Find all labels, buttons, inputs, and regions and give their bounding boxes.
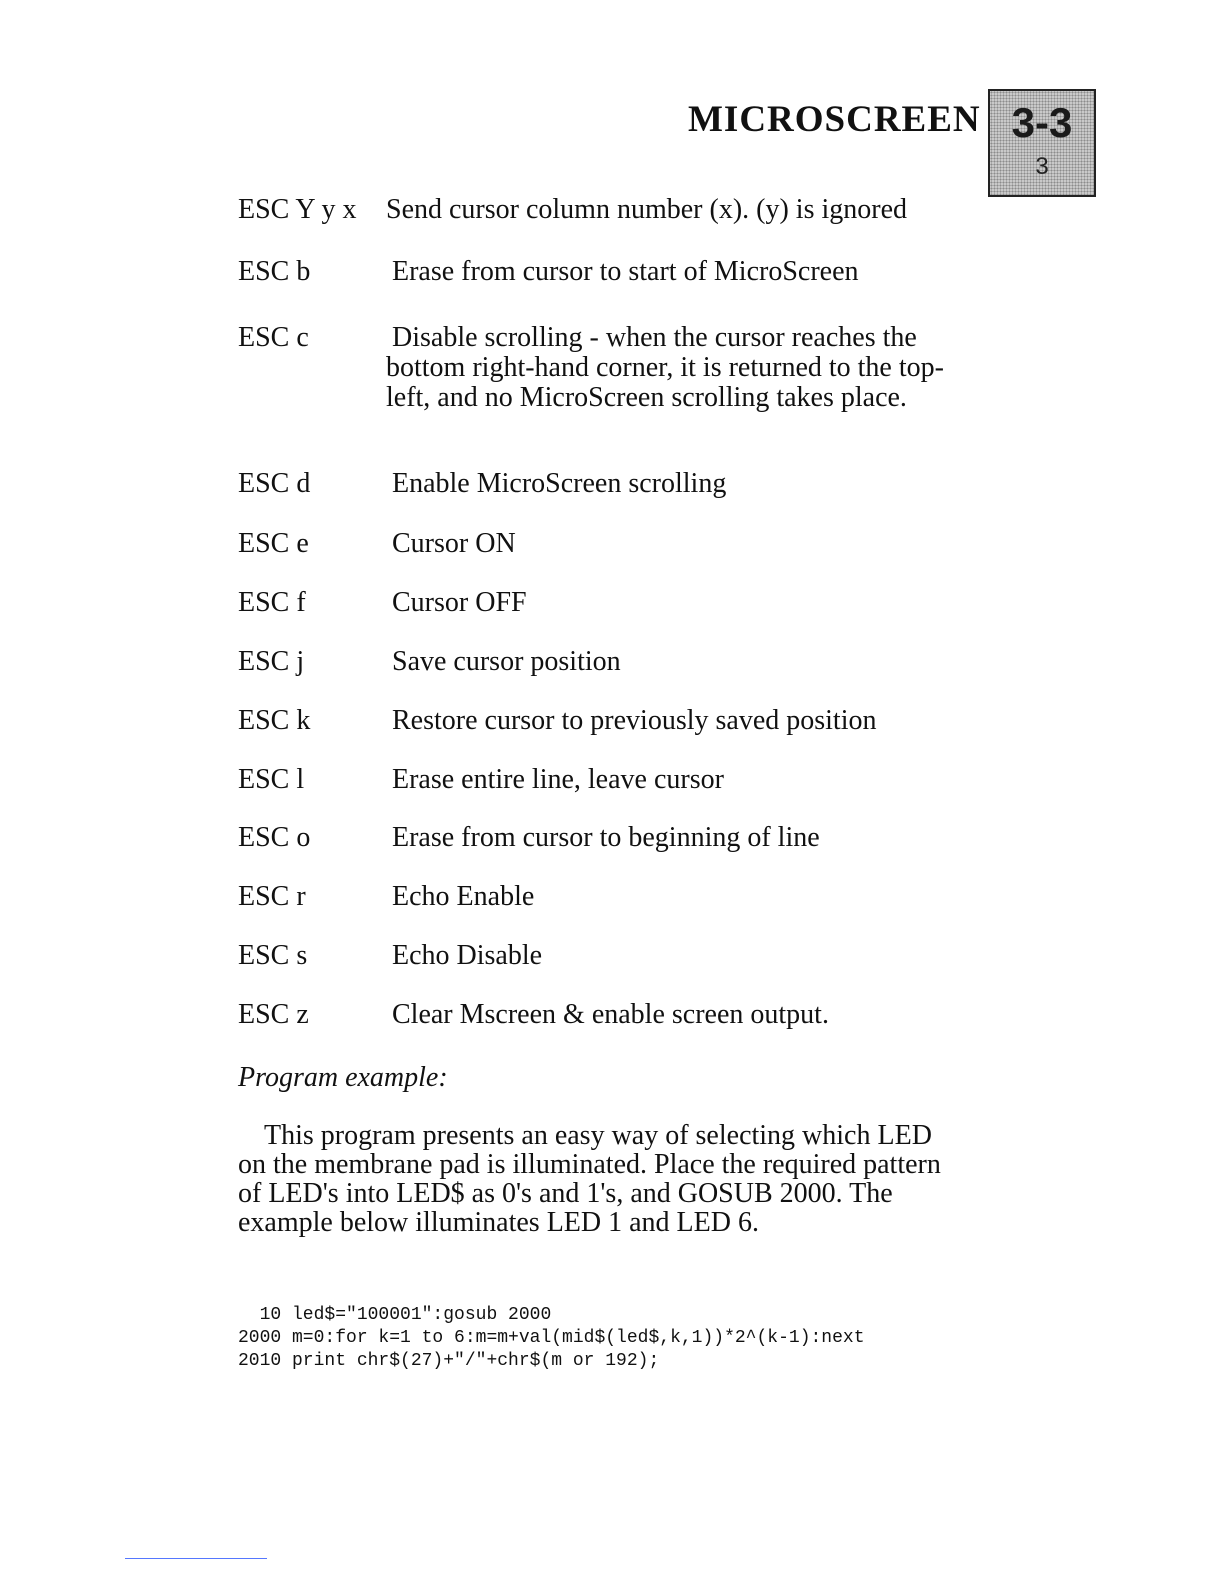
section-tab [988, 89, 1096, 197]
command-desc: Save cursor position [392, 646, 621, 677]
command-desc: Clear Mscreen & enable screen output. [392, 999, 829, 1030]
command-desc: Echo Disable [392, 940, 543, 971]
code-line: 2000 m=0:for k=1 to 6:m=m+val(mid$(led$,k,1))*2^(k-1):next [238, 1328, 865, 1348]
command-key: ESC b [238, 256, 311, 287]
command-key: ESC o [238, 822, 311, 853]
command-key: ESC k [238, 705, 311, 736]
command-key: ESC j [238, 646, 305, 677]
section-tab-number: 3-3 [1011, 99, 1073, 146]
code-line: 2010 print chr$(27)+"/"+chr$(m or 192); [238, 1351, 660, 1371]
program-example-heading: Program example: [238, 1062, 448, 1093]
command-key: ESC d [238, 468, 311, 499]
command-desc: Erase from cursor to start of MicroScreen [392, 256, 859, 287]
command-desc: Send cursor column number (x). (y) is ignored [386, 194, 907, 225]
command-key: ESC l [238, 764, 305, 795]
command-desc: Cursor OFF [392, 587, 527, 618]
command-desc: Echo Enable [392, 881, 535, 912]
code-block [238, 1304, 865, 1373]
command-desc: Enable MicroScreen scrolling [392, 468, 727, 499]
command-key: ESC Y y x [238, 194, 357, 225]
footer-rule [125, 1558, 267, 1559]
command-desc: Erase entire line, leave cursor [392, 764, 724, 795]
command-key: ESC c [238, 322, 309, 353]
program-description: This program presents an easy way of selecting which LED on the membrane pad is illuminated. Place the required pattern of LED's into LED$ as 0's and 1's, and GOSUB 2000. The example below illuminates LED 1 and LED 6. [238, 1120, 941, 1238]
section-tab-sub: 3 [1035, 153, 1049, 180]
command-desc: Erase from cursor to beginning of line [392, 822, 820, 853]
command-desc: Disable scrolling - when the cursor reaches the bottom right-hand corner, it is returned to the top-left, and no MicroScreen scrolling takes place. [386, 322, 944, 413]
command-key: ESC z [238, 999, 309, 1030]
command-key: ESC r [238, 881, 306, 912]
command-key: ESC s [238, 940, 308, 971]
code-line: 10 led$="100001":gosub 2000 [238, 1305, 552, 1325]
command-key: ESC e [238, 528, 309, 559]
command-key: ESC f [238, 587, 306, 618]
command-desc: Cursor ON [392, 528, 516, 559]
page-header-title: MICROSCREEN [688, 99, 981, 140]
command-desc: Restore cursor to previously saved position [392, 705, 877, 736]
